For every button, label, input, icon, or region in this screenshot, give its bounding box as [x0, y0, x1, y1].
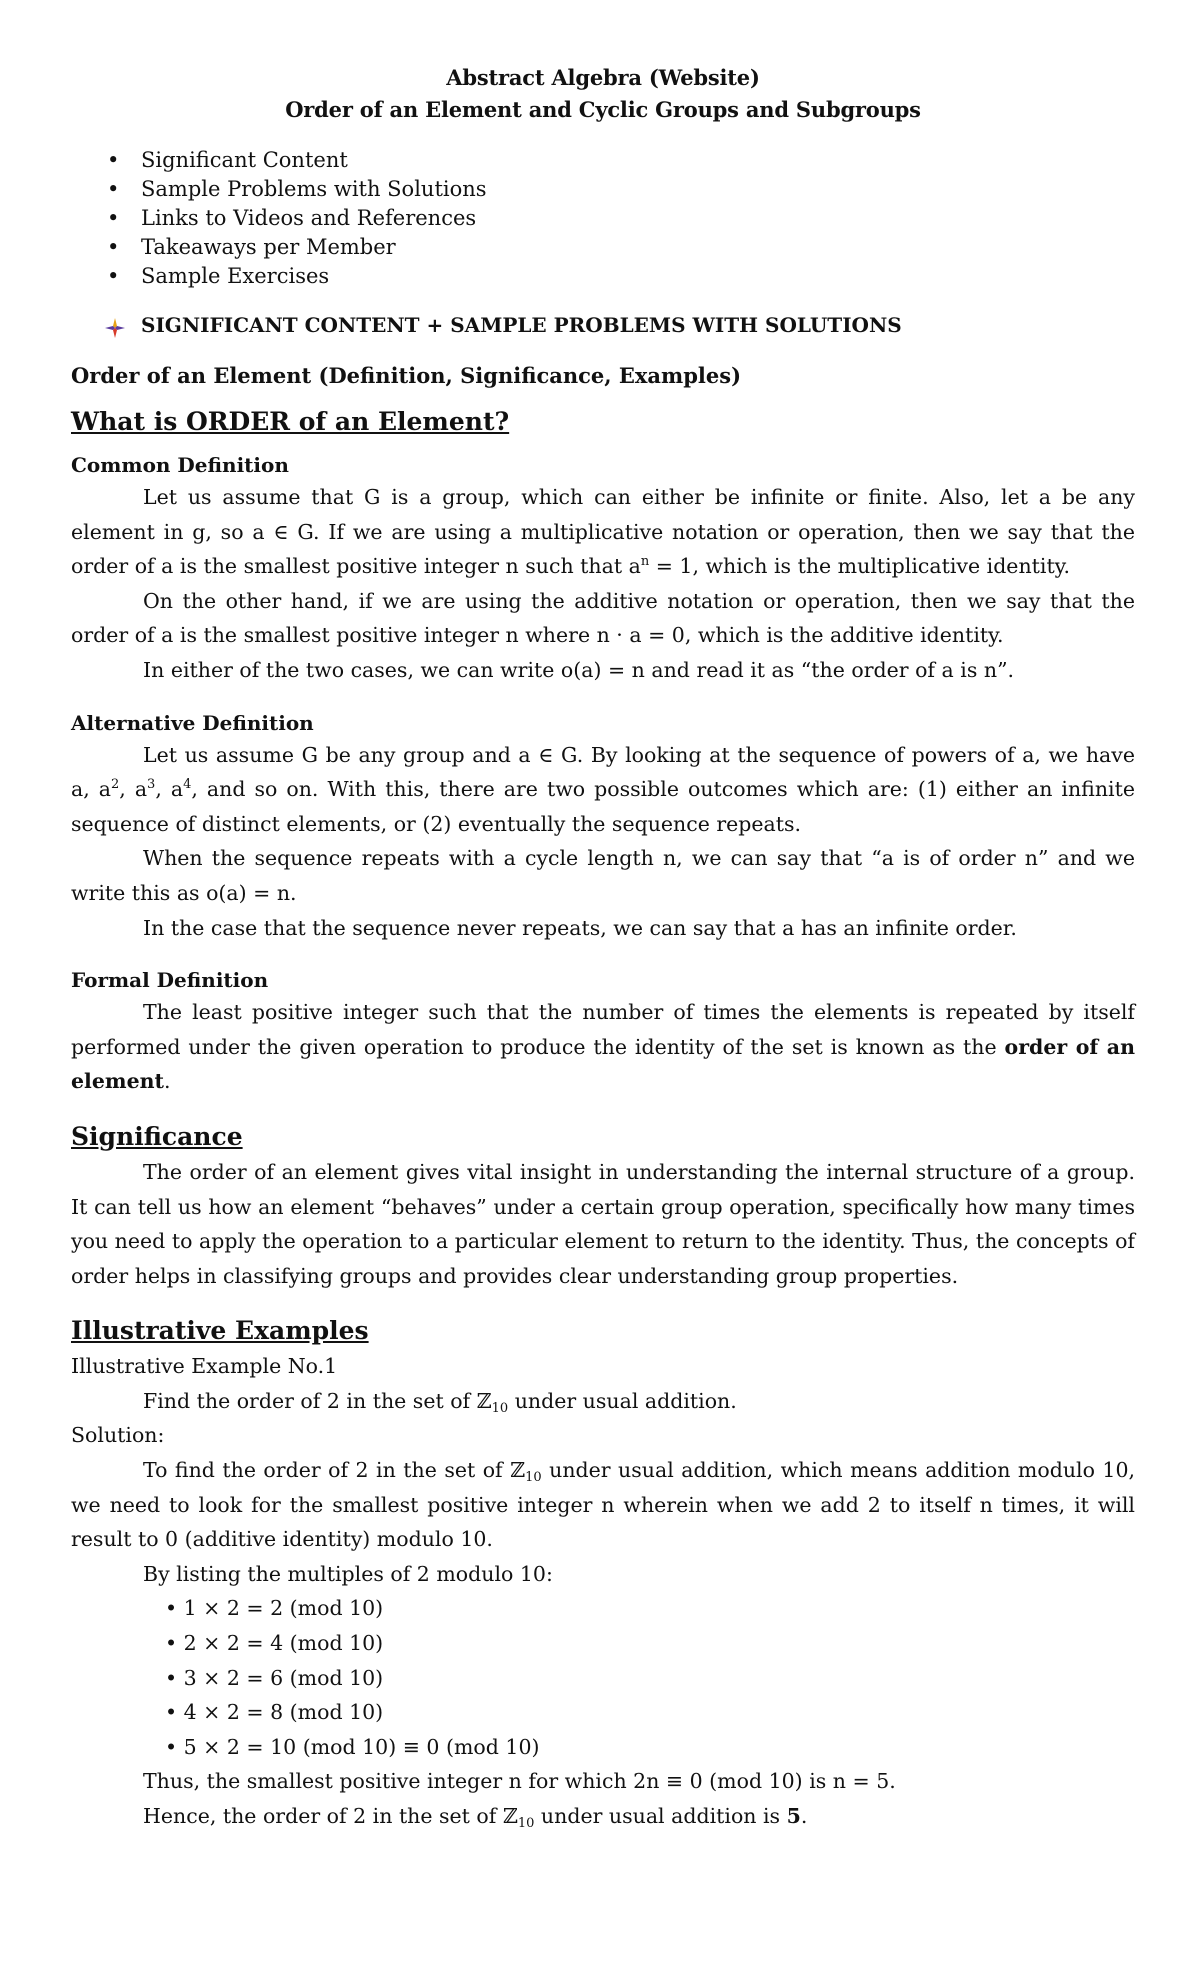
multiple-item: • 4 × 2 = 8 (mod 10)	[165, 1695, 1135, 1730]
example-problem: Find the order of 2 in the set of ℤ$_{10}$ under usual addition.	[143, 1388, 737, 1416]
section-heading	[71, 309, 1135, 341]
document-page	[71, 62, 1135, 1834]
significance-p1: The order of an element gives vital insight in understanding the internal structure of a group. It can tell us how an element “behaves” under a certain group operation, specifically how many times you need to apply the operation to a particular element to return to the identity. Thus, the concepts of order helps in classifying groups and provides clear understanding group properties.	[71, 1159, 1135, 1288]
multiple-item: • 1 × 2 = 2 (mod 10)	[165, 1591, 1135, 1626]
subheading: Order of an Element (Definition, Significance, Examples)	[71, 363, 742, 388]
common-definition-heading: Common Definition	[71, 453, 289, 477]
solution-p2: By listing the multiples of 2 modulo 10:	[143, 1561, 553, 1586]
section-heading-text: SIGNIFICANT CONTENT + SAMPLE PROBLEMS WITH SOLUTIONS	[141, 313, 902, 337]
toc-list	[71, 146, 1135, 291]
multiple-item: • 3 × 2 = 6 (mod 10)	[165, 1661, 1135, 1696]
toc-item: • Sample Problems with Solutions	[71, 175, 1135, 204]
alternative-definition-p3: In the case that the sequence never repeats, we can say that a has an infinite order.	[143, 915, 1017, 940]
formal-definition-p1: The least positive integer such that the number of times the elements is repeated by itself performed under the given operation to produce the identity of the set is known as the order of an element.	[71, 1000, 1135, 1094]
multiple-item: • 5 × 2 = 10 (mod 10) ≡ 0 (mod 10)	[165, 1730, 1135, 1765]
solution-label: Solution:	[71, 1423, 165, 1448]
common-definition-p2: On the other hand, if we are using the additive notation or operation, then we say that the order of a is the smallest positive integer n where n · a = 0, which is the additive identity.	[71, 588, 1135, 648]
doc-title-line2: Order of an Element and Cyclic Groups and Subgroups	[285, 97, 921, 122]
solution-p4: Hence, the order of 2 in the set of ℤ$_{10}$ under usual addition is 5.	[143, 1804, 808, 1831]
formal-definition-heading: Formal Definition	[71, 968, 269, 993]
multiples-list	[71, 1591, 1135, 1764]
common-definition-p1: Let us assume that G is a group, which can either be infinite or finite. Also, let a be any element in g, so a ∈ G. If we are using a multiplicative notation or operation, then we say that the order of a is the smallest positive integer n such that $a^n = 1$, which is the multiplicative identity.	[71, 485, 1135, 579]
common-definition-p3: In either of the two cases, we can write o(a) = n and read it as “the order of a is n”.	[143, 657, 1015, 682]
toc-item: • Significant Content	[71, 146, 1135, 175]
solution-p1: To find the order of 2 in the set of ℤ$_{10}$ under usual addition, which means addition modulo 10, we need to look for the smallest positive integer n wherein when we add 2 to itself n times, it will result to 0 (additive identity) modulo 10.	[71, 1458, 1136, 1552]
what-is-heading: What is ORDER of an Element?	[71, 407, 510, 436]
illustrative-examples-heading: Illustrative Examples	[71, 1316, 369, 1346]
alternative-definition-heading: Alternative Definition	[71, 710, 314, 735]
toc-item: • Sample Exercises	[71, 262, 1135, 291]
significance-heading: Significance	[71, 1121, 243, 1151]
toc-item: • Links to Videos and References	[71, 204, 1135, 233]
doc-title-line1: Abstract Algebra (Website)	[446, 65, 760, 90]
example-label: Illustrative Example No.1	[71, 1354, 338, 1379]
star-bullet-icon	[105, 315, 125, 335]
alternative-definition-p2: When the sequence repeats with a cycle length n, we can say that “a is of order n” and we write this as o(a) = n.	[71, 846, 1135, 905]
solution-p3: Thus, the smallest positive integer n for which 2n ≡ 0 (mod 10) is n = 5.	[143, 1769, 896, 1794]
alternative-definition-p1: Let us assume G be any group and a ∈ G. By looking at the sequence of powers of a, we have a, $a^2$, $a^3$, $a^4$, and so on. With this, there are two possible outcomes which are: (1) either an infinite sequence of distinct elements, or (2) eventually the sequence repeats.	[71, 742, 1135, 836]
multiple-item: • 2 × 2 = 4 (mod 10)	[165, 1626, 1135, 1661]
toc-item: • Takeaways per Member	[71, 233, 1135, 262]
